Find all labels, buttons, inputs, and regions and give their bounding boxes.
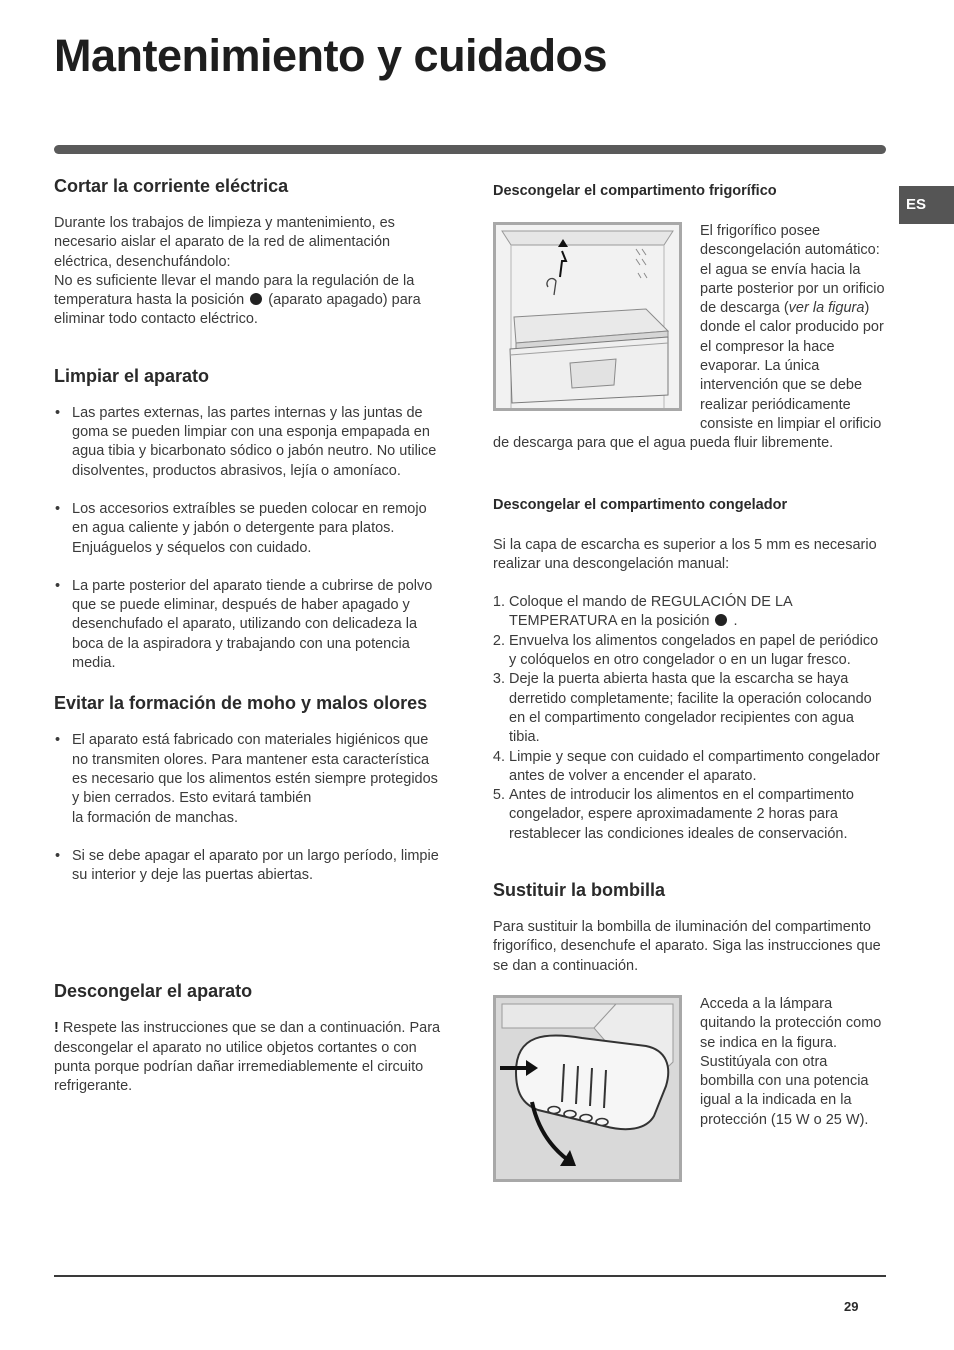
- section-heading: Descongelar el compartimento frigorífico: [493, 183, 777, 199]
- list-item: • Si se debe apagar el aparato por un largo período, limpie su interior y deje las puertas abiertas.: [54, 847, 446, 886]
- list-item: 4. Limpie y seque con cuidado el compartimento congelador antes de volver a encender el aparato.: [509, 748, 885, 787]
- text-span: .: [733, 613, 738, 630]
- text-span: ) donde el calor producido por el compresor la hace evaporar. La única intervención que se debe realizar periódicamente consiste en limpiar el orificio de descarga para que el agua pueda fluir libremente.: [493, 300, 884, 452]
- section-descongelar-aparato: [54, 981, 446, 1096]
- text-span: El aparato está fabricado con materiales higiénicos que no transmiten olores. Para mantener esta característica es necesario que los alimentos estén siempre protegidos y bien cerrados. Esto evitará también: [72, 732, 438, 807]
- text-span: la formación de manchas.: [72, 809, 239, 826]
- section-heading: Descongelar el aparato: [54, 981, 253, 1002]
- lamp-cover-illustration: [496, 998, 679, 1179]
- text-span: (aparato apagado) para eliminar todo contacto eléctrico.: [54, 292, 421, 328]
- paragraph: Acceda a la lámpara quitando la protección como se indica en la figura. Sustitúyala con otra bombilla con una potencia igual a la indicada en la protección (15 W o 25 W).: [700, 995, 882, 1128]
- section-heading: Descongelar el compartimento congelador: [493, 496, 788, 513]
- top-divider: [54, 145, 886, 154]
- paragraph: [54, 272, 446, 330]
- left-column: [54, 176, 446, 1133]
- section-congelador: [493, 496, 885, 844]
- section-evitar-moho: [54, 693, 446, 885]
- list-item: • La parte posterior del aparato tiende a cubrirse de polvo que se puede eliminar, después de haber apagado y desenchufado el aparato, utilizando con delicadeza la boca de la aspiradora y trabajando con una potencia media.: [54, 577, 446, 673]
- section-heading: Evitar la formación de moho y malos olores: [54, 693, 428, 714]
- text-span: No es suficiente llevar el mando para la regulación de la temperatura hasta la posición: [54, 272, 415, 309]
- off-position-icon: [250, 293, 262, 305]
- list-item: • Los accesorios extraíbles se pueden colocar en remojo en agua caliente y jabón o detergente para platos. Enjuáguelos y séquelos con cuidado.: [54, 500, 446, 558]
- section-frigorifico: [493, 182, 885, 454]
- paragraph: [54, 1019, 446, 1096]
- list-item: • Las partes externas, las partes internas y las juntas de goma se pueden limpiar con una esponja empapada en agua tibia y bicarbonato sódico o jabón neutro. No utilice disolventes, productos abrasivos, lejía o amoníaco.: [54, 404, 446, 481]
- section-limpiar-aparato: [54, 366, 446, 674]
- bulb-cover-figure: [493, 995, 682, 1182]
- warning-icon: !: [54, 1020, 59, 1037]
- numbered-list: [493, 593, 885, 844]
- off-position-icon: [715, 614, 727, 626]
- bottom-divider: [54, 1275, 886, 1277]
- fridge-drain-figure: [493, 222, 682, 411]
- section-cortar-corriente: [54, 176, 446, 330]
- language-tab: ES: [899, 186, 954, 224]
- bullet-list: [54, 731, 446, 885]
- section-heading: Limpiar el aparato: [54, 365, 210, 386]
- text-span: Coloque el mando de REGULACIÓN DE LA TEMPERATURA en la posición: [509, 594, 792, 630]
- section-heading: Cortar la corriente eléctrica: [54, 176, 289, 196]
- list-item: [54, 731, 446, 827]
- paragraph: Si la capa de escarcha es superior a los 5 mm es necesario realizar una descongelación manual:: [493, 536, 877, 572]
- fridge-interior-illustration: [496, 225, 679, 408]
- paragraph: Durante los trabajos de limpieza y mantenimiento, es necesario aislar el aparato de la red de alimentación eléctrica, desenchufándolo:: [54, 215, 395, 270]
- right-column: [493, 182, 885, 1222]
- page-number: 29: [844, 1299, 859, 1314]
- list-item: 2. Envuelva los alimentos congelados en papel de periódico y colóquelos en otro congelador o en un lugar fresco.: [509, 632, 885, 671]
- text-span: ver la figura: [788, 300, 865, 317]
- page-title: Mantenimiento y cuidados: [54, 30, 608, 81]
- text-span: Respete las instrucciones que se dan a continuación. Para descongelar el aparato no utilice objetos cortantes o con punta porque podrían dañar irremediablemente el circuito refrigerante.: [54, 1020, 441, 1095]
- paragraph: Para sustituir la bombilla de iluminación del compartimento frigorífico, desenchufe el aparato. Siga las instrucciones que se dan a continuación.: [493, 919, 881, 974]
- text-span: El frigorífico posee descongelación automático: el agua se envía hacia la parte posterior por un orificio de descarga (: [700, 223, 885, 317]
- list-item: [509, 593, 885, 632]
- section-heading: Sustituir la bombilla: [493, 880, 666, 901]
- list-item: 3. Deje la puerta abierta hasta que la escarcha se haya derretido completamente; facilite la operación colocando en el compartimento congelador recipientes con agua tibia.: [509, 670, 885, 747]
- section-bombilla: [493, 880, 885, 1186]
- bullet-list: [54, 404, 446, 674]
- list-item: 5. Antes de introducir los alimentos en el compartimento congelador, espere aproximadamente 2 horas para restablecer las condiciones ideales de conservación.: [509, 786, 885, 844]
